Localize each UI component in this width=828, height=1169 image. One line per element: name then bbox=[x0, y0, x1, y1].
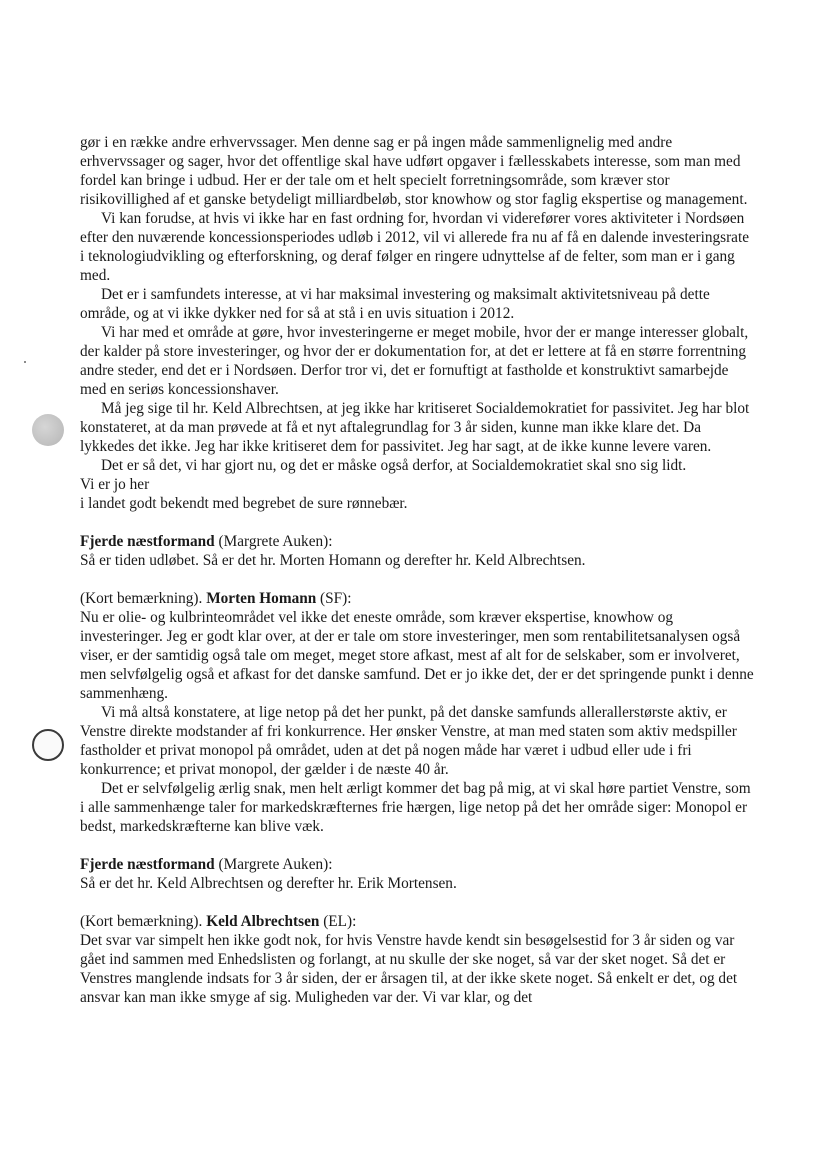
punch-hole-upper bbox=[32, 414, 64, 446]
speaker-heading bbox=[80, 589, 756, 608]
speaker-name: Keld Albrechtsen bbox=[206, 913, 320, 930]
paragraph: Det svar var simpelt hen ikke godt nok, for hvis Venstre havde kendt sin besøgelsestid for 3 år siden og var gået ind sammen med Enhedslisten og forlangt, at nu skulle der ske noget, så var der sket noget. Så det er Venstres manglende indsats for 3 år siden, der er årsagen til, at der ikke skete noget. Så enkelt er det, og det ansvar kan man ikke smyge af sig. Muligheden var der. Vi var klar, og det bbox=[80, 932, 738, 1006]
chair-role: Fjerde næstformand bbox=[80, 856, 215, 873]
speaker-heading bbox=[80, 532, 756, 551]
speech-homann bbox=[80, 589, 756, 836]
chair-remark-2 bbox=[80, 855, 756, 893]
paragraph: Nu er olie- og kulbrinteområdet vel ikke det eneste område, som kræver ekspertise, knowhow og investeringer. Jeg er godt klar over, at der er tale om store investeringer, men som rentabilitetsanalysen også viser, er der samtidig også tale om meget, meget store afkast, mest af alt for de selskaber, som er involveret, men selvfølgelig også et afkast for det danske samfund. Det er jo ikke det, der er det springende punkt i denne sammenhæng. bbox=[80, 609, 754, 702]
paragraph: Vi kan forudse, at hvis vi ikke har en fast ordning for, hvordan vi viderefører vores aktiviteter i Nordsøen efter den nuværende koncessionsperiodes udløb i 2012, vil vi allerede fra nu af få en dalende investeringsrate i teknologiudvikling og efterforskning, og deraf følger en ringere udnyttelse af de felter, som man er i gang med. bbox=[80, 210, 750, 284]
document-page bbox=[80, 133, 756, 1007]
speaker-heading bbox=[80, 855, 756, 874]
speech-albrechtsen bbox=[80, 912, 756, 1007]
punch-hole-lower bbox=[32, 729, 64, 761]
speaker-party: (EL): bbox=[319, 913, 357, 930]
chair-remark-1 bbox=[80, 532, 756, 570]
scan-speck bbox=[24, 361, 26, 363]
paragraph: Det er i samfundets interesse, at vi har maksimal investering og maksimalt aktivitetsniveau på dette område, og at vi ikke dykker ned for så at stå i en uvis situation i 2012. bbox=[80, 286, 710, 322]
remark-prefix: (Kort bemærkning). bbox=[80, 590, 207, 607]
paragraph: Vi må altså konstatere, at lige netop på det her punkt, på det danske samfunds allerallerstørste aktiv, er Venstre direkte modstander af fri konkurrence. Her ønsker Venstre, at man med staten som aktiv medspiller fastholder et privat monopol på området, uden at det på nogen måde har været i udbud eller ude i fri konkurrence; et privat monopol, der gælder i de næste 40 år. bbox=[80, 704, 737, 778]
speaker-heading bbox=[80, 912, 756, 931]
speaker-party: (SF): bbox=[316, 590, 352, 607]
speaker-name: Morten Homann bbox=[206, 590, 317, 607]
paragraph: gør i en række andre erhvervssager. Men denne sag er på ingen måde sammenlignelig med andre erhvervssager og sager, hvor det offentlige skal have udført opgaver i fællesskabets interesse, som man med fordel kan bringe i udbud. Her er der tale om et helt specielt forretningsområde, som kræver stor risikovillighed af et ganske betydeligt milliardbeløb, stor knowhow og stor faglig ekspertise og management. bbox=[80, 134, 748, 208]
chair-text: Så er tiden udløbet. Så er det hr. Morten Homann og derefter hr. Keld Albrechtsen. bbox=[80, 552, 586, 569]
paragraph-line: i landet godt bekendt med begrebet de sure rønnebær. bbox=[80, 495, 408, 512]
paragraph: Vi har med et område at gøre, hvor investeringerne er meget mobile, hvor der er mange interesser globalt, der kalder på store investeringer, og hvor der er dokumentation for, at det er lettere at få en større forrentning andre steder, end det er i Nordsøen. Derfor tror vi, det er fornuftigt at fastholde et konstruktivt samarbejde med en seriøs koncessionshaver. bbox=[80, 324, 749, 398]
remark-prefix: (Kort bemærkning). bbox=[80, 913, 207, 930]
paragraph: Det er selvfølgelig ærlig snak, men helt ærligt kommer det bag på mig, at vi skal høre partiet Venstre, som i alle sammenhænge taler for markedskræfternes frie hærgen, lige netop på det her område siger: Monopol er bedst, markedskræfterne kan blive væk. bbox=[80, 780, 751, 835]
paragraph: Må jeg sige til hr. Keld Albrechtsen, at jeg ikke har kritiseret Socialdemokratiet for passivitet. Jeg har blot konstateret, at da man prøvede at få et nyt aftalegrundlag for 3 år siden, kunne man ikke klare det. Da lykkedes det ikke. Jeg har ikke kritiseret dem for passivitet. Jeg har sagt, at de ikke kunne levere varen. bbox=[80, 400, 750, 455]
chair-name: (Margrete Auken): bbox=[214, 533, 333, 550]
paragraph-line: Vi er jo her bbox=[80, 476, 150, 493]
chair-name: (Margrete Auken): bbox=[214, 856, 333, 873]
chair-text: Så er det hr. Keld Albrechtsen og derefter hr. Erik Mortensen. bbox=[80, 875, 457, 892]
chair-role: Fjerde næstformand bbox=[80, 533, 215, 550]
speech-continuation bbox=[80, 133, 756, 513]
paragraph: Det er så det, vi har gjort nu, og det er måske også derfor, at Socialdemokratiet skal sno sig lidt. bbox=[101, 457, 687, 474]
